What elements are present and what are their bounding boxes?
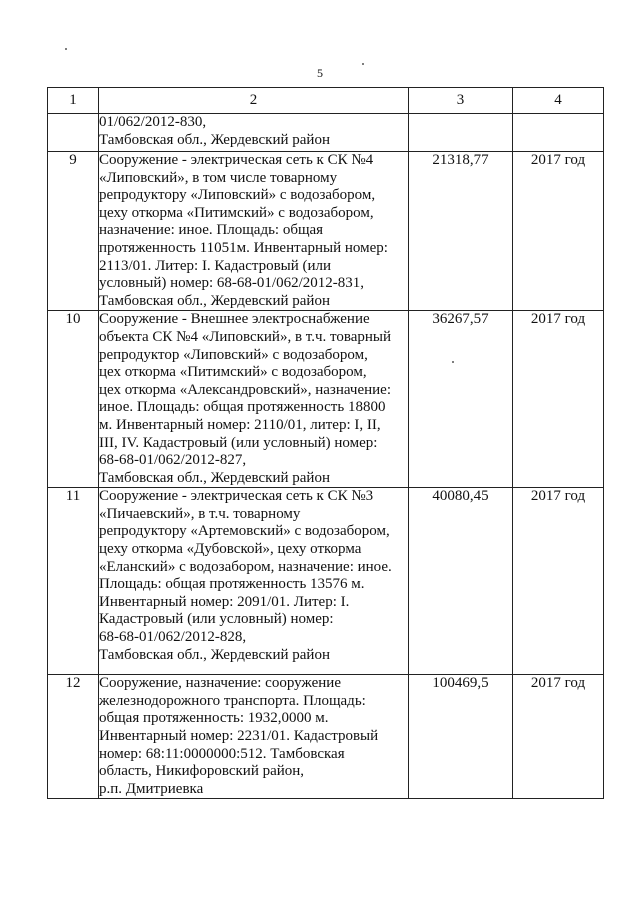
row-description: [99, 152, 409, 311]
description-line: цеху откорма «Дубовской», цеху откорма: [99, 541, 362, 558]
row-description: [99, 675, 409, 799]
table-row: [48, 675, 604, 799]
row-amount: 21318,77: [409, 152, 513, 311]
description-line: Тамбовская обл., Жердевский район: [99, 131, 330, 148]
description-line: условный) номер: 68-68-01/062/2012-831,: [99, 275, 364, 292]
row-amount: [409, 114, 513, 152]
description-line: Сооружение - электрическая сеть к СК №4: [99, 152, 374, 168]
table-header-row: [48, 88, 604, 114]
description-line: объекта СК №4 «Липовский», в т.ч. товарный: [99, 328, 392, 345]
row-number: 11: [48, 488, 99, 675]
description-line: III, IV. Кадастровый (или условный) номер:: [99, 434, 378, 451]
table-row: [48, 488, 604, 675]
description-line: «Липовский», в том числе товарному: [99, 169, 338, 186]
row-year: 2017 год: [513, 488, 604, 675]
scan-speck: [362, 63, 364, 65]
row-number: [48, 114, 99, 152]
description-line: железнодорожного транспорта. Площадь:: [99, 692, 366, 709]
description-line: Площадь: общая протяженность 13576 м.: [99, 576, 365, 593]
description-line: цеху откорма «Питимский» с водозабором,: [99, 204, 374, 221]
description-line: Сооружение, назначение: сооружение: [99, 675, 341, 692]
description-line: «Еланский» с водозабором, назначение: иное.: [99, 558, 392, 575]
description-line: цех откорма «Александровский», назначение:: [99, 381, 392, 398]
description-line: репродуктору «Липовский» с водозабором,: [99, 187, 376, 204]
description-line: «Пичаевский», в т.ч. товарному: [99, 505, 301, 522]
row-amount: 40080,45: [409, 488, 513, 675]
table-row: [48, 152, 604, 311]
row-year: 2017 год: [513, 311, 604, 488]
description-line: Тамбовская обл., Жердевский район: [99, 646, 330, 663]
table-row: [48, 311, 604, 488]
description-line: Сооружение - электрическая сеть к СК №3: [99, 488, 374, 505]
row-description: [99, 311, 409, 488]
row-number: 12: [48, 675, 99, 799]
description-line: 01/062/2012-830,: [99, 114, 207, 130]
description-line: цех откорма «Питимский» с водозабором,: [99, 364, 367, 381]
row-amount: 36267,57: [409, 311, 513, 488]
row-description: [99, 488, 409, 675]
description-line: 2113/01. Литер: I. Кадастровый (или: [99, 257, 332, 274]
column-header: 1: [48, 88, 99, 114]
description-line: м. Инвентарный номер: 2110/01, литер: I, II,: [99, 416, 381, 433]
row-year: 2017 год: [513, 675, 604, 799]
description-line: общая протяженность: 1932,0000 м.: [99, 710, 329, 727]
description-line: Сооружение - Внешнее электроснабжение: [99, 311, 370, 328]
column-header: 2: [99, 88, 409, 114]
description-line: назначение: иное. Площадь: общая: [99, 222, 324, 239]
page-number: 5: [317, 66, 323, 80]
table-row: [48, 114, 604, 152]
description-line: репродуктор «Липовский» с водозабором,: [99, 346, 368, 363]
description-line: р.п. Дмитриевка: [99, 780, 204, 797]
property-table: [47, 87, 604, 799]
description-line: область, Никифоровский район,: [99, 763, 305, 780]
description-line: иное. Площадь: общая протяженность 18800: [99, 399, 386, 416]
description-line: 68-68-01/062/2012-828,: [99, 629, 247, 646]
description-line: Кадастровый (или условный) номер:: [99, 611, 334, 628]
row-number: 9: [48, 152, 99, 311]
description-line: 68-68-01/062/2012-827,: [99, 452, 247, 469]
row-amount: 100469,5: [409, 675, 513, 799]
row-year: 2017 год: [513, 152, 604, 311]
description-line: номер: 68:11:0000000:512. Тамбовская: [99, 745, 345, 762]
description-line: Инвентарный номер: 2091/01. Литер: I.: [99, 593, 350, 610]
description-line: репродуктору «Артемовский» с водозабором,: [99, 523, 390, 540]
description-line: протяженность 11051м. Инвентарный номер:: [99, 239, 388, 256]
column-header: 3: [409, 88, 513, 114]
description-line: Тамбовская обл., Жердевский район: [99, 469, 330, 486]
row-number: 10: [48, 311, 99, 488]
scan-speck: [65, 48, 67, 50]
description-line: Тамбовская обл., Жердевский район: [99, 292, 330, 309]
description-line: Инвентарный номер: 2231/01. Кадастровый: [99, 728, 379, 745]
row-year: [513, 114, 604, 152]
column-header: 4: [513, 88, 604, 114]
row-description: [99, 114, 409, 152]
